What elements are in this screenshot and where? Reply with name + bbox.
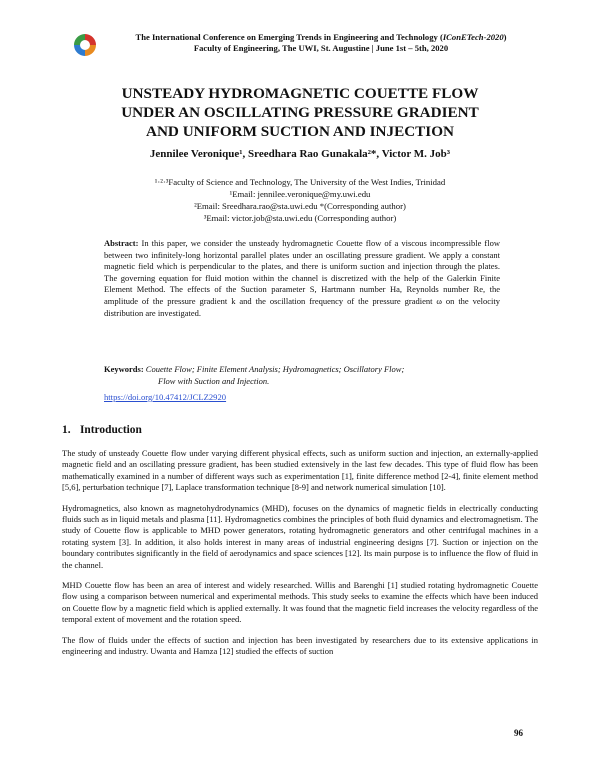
conference-info [96,32,546,54]
email-line: ³Email: victor.job@sta.uwi.edu (Corresponding author) [203,213,397,223]
paragraph: The flow of fluids under the effects of suction and injection has been investigated by researchers due to its extensive applications in engineering and industry. Uwanta and Hamza [12] studied the effects of suction [62,634,538,657]
conference-header [68,32,538,66]
affiliation-line: ¹·²·³Faculty of Science and Technology, The University of the West Indies, Trinidad [154,177,446,187]
abstract [104,238,500,319]
conference-line-2: Faculty of Engineering, The UWI, St. Augustine | June 1st – 5th, 2020 [193,43,449,53]
keywords [104,364,500,387]
paragraph: Hydromagnetics, also known as magnetohydrodynamics (MHD), focuses on the dynamics of magnetic fields in electrically conducting fluids such as in liquid metals and plasma [11]. Hydromagnetics combines the principles of both fluid dynamics and electromagnetism. The study of Couette flow is applicable to MHD power generators, rotating hydromagnetic generators and other centrifugal machines in a rotating system [3]. In addition, it also holds interest in many areas of industrial engineering designs [7]. Suction or injection on the boundary contributes significantly in the field of aerodynamics and space sciences [12]. Its main purpose is to influence the flow of fluid in the channel. [62,502,538,570]
paragraph: MHD Couette flow has been an area of interest and widely researched. Willis and Barenghi [1] studied rotating hydromagnetic Couette flow using a comparison between numerical and experimental methods. This study seeks to examine the effects which have been induced on Couette flow by a magnetic field which is applied externally. It was found that the magnetic field increases the velocity regardless of the temporal extent of movement and the rotation speed. [62,580,538,625]
section-number: 1. [62,424,71,436]
conference-line-1: The International Conference on Emerging Trends in Engineering and Technology (IConETech-2020) [135,32,507,42]
conference-logo-icon [72,32,98,58]
section-body [62,448,538,667]
doi-link[interactable]: https://doi.org/10.47412/JCLZ2920 [104,392,227,402]
section-heading [62,424,142,436]
keywords-text: Couette Flow; Finite Element Analysis; Hydromagnetics; Oscillatory Flow; [145,364,405,374]
abstract-text: In this paper, we consider the unsteady hydromagnetic Couette flow of a viscous incompressible flow between two infinitely-long horizontal parallel plates under an oscillating pressure gradient. We apply a constant magnetic field which is perpendicular to the plates, and there is uniform suction and injection through the plates. The governing equation for fluid motion within the channel is discretized with the help of the Galerkin Finite Element Method. The effects of the Suction parameter S, Hartmann number Ha, Reynolds number Re, the amplitude of the pressure gradient k and the oscillation frequency of the pressure gradient ω on the velocity distribution are investigated. [104,238,500,318]
title-line: AND UNIFORM SUCTION AND INJECTION [146,123,454,140]
author-list: Jennilee Veronique¹, Sreedhara Rao Gunakala²*, Victor M. Job³ [149,148,451,160]
paragraph: The study of unsteady Couette flow under varying different physical effects, such as uniform suction and injection, an externally-applied magnetic field and an oscillating pressure gradient, has been studied extensively in the last few decades. This type of fluid flow has been mathematically examined in a number of different ways such as experimentation [1], finite difference method [2-4], finite element method [5,6], perturbation technique [7], Laplace transformation technique [8-9] and network numerical simulation [10]. [62,448,538,493]
page-number: 96 [514,728,523,738]
email-line: ²Email: Sreedhara.rao@sta.uwi.edu *(Corresponding author) [194,201,406,211]
keywords-text-continued: Flow with Suction and Injection. [158,375,270,386]
conference-acronym: IConETech-2020 [442,32,504,42]
title-line: UNDER AN OSCILLATING PRESSURE GRADIENT [121,104,479,121]
section-title: Introduction [80,424,142,436]
affiliations [40,176,560,224]
keywords-label: Keywords: [104,364,144,374]
email-line: ¹Email: jennilee.veronique@my.uwi.edu [229,189,371,199]
paper-title [60,84,540,141]
abstract-label: Abstract: [104,238,139,248]
title-line: UNSTEADY HYDROMAGNETIC COUETTE FLOW [121,85,479,102]
